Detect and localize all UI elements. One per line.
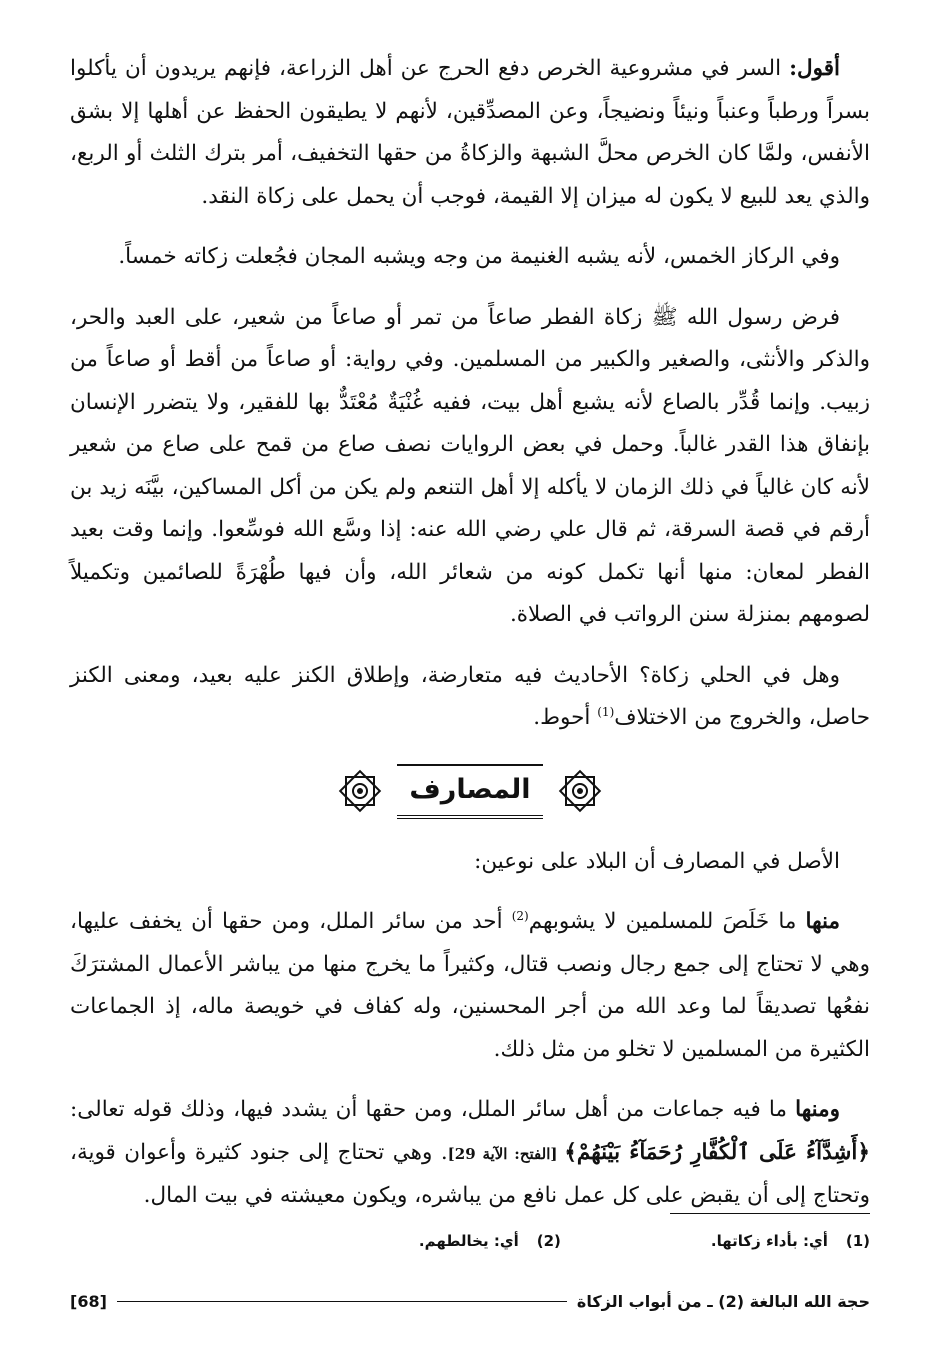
paragraph-6-lead: منها bbox=[805, 909, 840, 934]
footnote-1-text: أي: بأداء زكاتها. bbox=[710, 1232, 828, 1250]
page-footer bbox=[70, 1292, 870, 1311]
octagram-ornament-icon bbox=[337, 768, 383, 814]
paragraph-7 bbox=[70, 1089, 870, 1218]
footnotes bbox=[70, 1232, 870, 1250]
intro-text: الأصل في المصارف أن البلاد على نوعين: bbox=[474, 848, 840, 874]
quran-verse: ﴿أَشِدَّآءُ عَلَى ٱلْكُفَّارِ رُحَمَآءُ بَيْنَهُمْ﴾ bbox=[564, 1139, 870, 1165]
footnote-marker-2: (2) bbox=[511, 908, 529, 923]
paragraph-4-after: أحوط. bbox=[533, 705, 598, 730]
paragraph-2 bbox=[70, 236, 870, 279]
footnote-divider bbox=[670, 1213, 870, 1214]
footer-book-title: حجة الله البالغة (2) ـ من أبواب الزكاة bbox=[576, 1292, 870, 1311]
footnote-1 bbox=[711, 1232, 870, 1250]
section-heading bbox=[70, 764, 870, 819]
paragraph-6 bbox=[70, 901, 870, 1071]
paragraph-3-text: فرض رسول الله ﷺ زكاة الفطر صاعاً من تمر أو صاعاً من شعير، على العبد والحر، والذكر والأنثى، والصغير والكبير من المسلمين. وفي رواية: أو صاعاً من أقط أو صاعاً من زبيب. وإنما قُدِّر بالصاع لأنه يشبع أهل بيت، ففيه غُنْيَةٌ مُعْتَدٌّ بها للفقير، ولا يتضرر الإنسان بإنفاق هذا القدر غالباً. وحمل في بعض الروايات نصف صاع من قمح على صاع من شعير لأنه كان غالياً في ذلك الزمان لا يأكله إلا أهل التنعم ولم يكن من أكل المساكين، بيَّنَه زيد بن أرقم في قصة السرقة، ثم قال علي رضي الله عنه: إذا وسَّع الله فوسِّعوا. وإنما وقت بعيد الفطر لمعان: منها أنها تكمل كونه من شعائر الله، وأن فيها طُهْرَةً للصائمين وتكميلاً لصومهم بمنزلة سنن الرواتب في الصلاة. bbox=[70, 304, 870, 627]
paragraph-7-before: ما فيه جماعات من أهل سائر الملل، ومن حقها أن يشدد فيها، وذلك قوله تعالى: bbox=[70, 1097, 796, 1122]
footnote-marker-1: (1) bbox=[597, 704, 615, 719]
footnote-1-number: (1) bbox=[845, 1232, 870, 1250]
paragraph-7-lead: ومنها bbox=[795, 1097, 840, 1122]
paragraph-1-lead: أقول: bbox=[789, 56, 840, 81]
footnote-2 bbox=[419, 1232, 561, 1250]
footer-rule bbox=[117, 1301, 567, 1302]
footnote-2-text: أي: يخالطهم. bbox=[418, 1232, 519, 1250]
paragraph-6-before: ما خَلَصَ للمسلمين لا يشوبهم bbox=[528, 909, 806, 934]
paragraph-4-before: وهل في الحلي زكاة؟ الأحاديث فيه متعارضة، وإطلاق الكنز عليه بعيد، ومعنى الكنز حاصل، والخروج من الاختلاف bbox=[70, 662, 870, 730]
section-title: المصارف bbox=[397, 764, 542, 819]
paragraph-3 bbox=[70, 297, 870, 637]
footnote-2-number: (2) bbox=[536, 1232, 561, 1250]
paragraph-4 bbox=[70, 655, 870, 740]
page-number: [68] bbox=[70, 1292, 107, 1311]
verse-reference: [الفتح: الآية 29] bbox=[447, 1144, 565, 1163]
paragraph-7-after: . وهي تحتاج إلى جنود كثيرة وأعوان قوية، وتحتاج إلى أن يقبض على كل عمل نافع من يباشره، ويكون معيشته في بيت المال. bbox=[70, 1139, 870, 1208]
paragraph-6-after: أحد من سائر الملل، ومن حقها أن يخفف عليها، وهي لا تحتاج إلى جمع رجال ونصب قتال، وكثيراً ما يخرج منها من يباشر الأعمال المشترَكَ نفعُها تصديقاً لما وعد الله من أجر المحسنين، وله كفاف في خويصة ماله، إذ الجماعات الكثيرة من المسلمين لا تخلو من مثل ذلك. bbox=[70, 909, 870, 1062]
octagram-ornament-icon bbox=[557, 768, 603, 814]
paragraph-intro bbox=[70, 841, 870, 884]
paragraph-1-text: السر في مشروعية الخرص دفع الحرج عن أهل الزراعة، فإنهم يريدون أن يأكلوا بسراً ورطباً وعنباً ونيئاً ونضيجاً، وعن المصدِّقين، لأنهم لا يطيقون الحفظ عن أهلها إلا بشق الأنفس، ولمَّا كان الخرص محلَّ الشبهة والزكاةُ من حقها التخفيف، أمر بترك الثلث أو الربع، والذي يعد للبيع لا يكون له ميزان إلا القيمة، فوجب أن يحمل على زكاة النقد. bbox=[70, 56, 870, 209]
paragraph-1 bbox=[70, 48, 870, 218]
page-body bbox=[70, 48, 870, 1236]
paragraph-2-text: وفي الركاز الخمس، لأنه يشبه الغنيمة من وجه ويشبه المجان فجُعلت زكاته خمساً. bbox=[118, 244, 840, 269]
